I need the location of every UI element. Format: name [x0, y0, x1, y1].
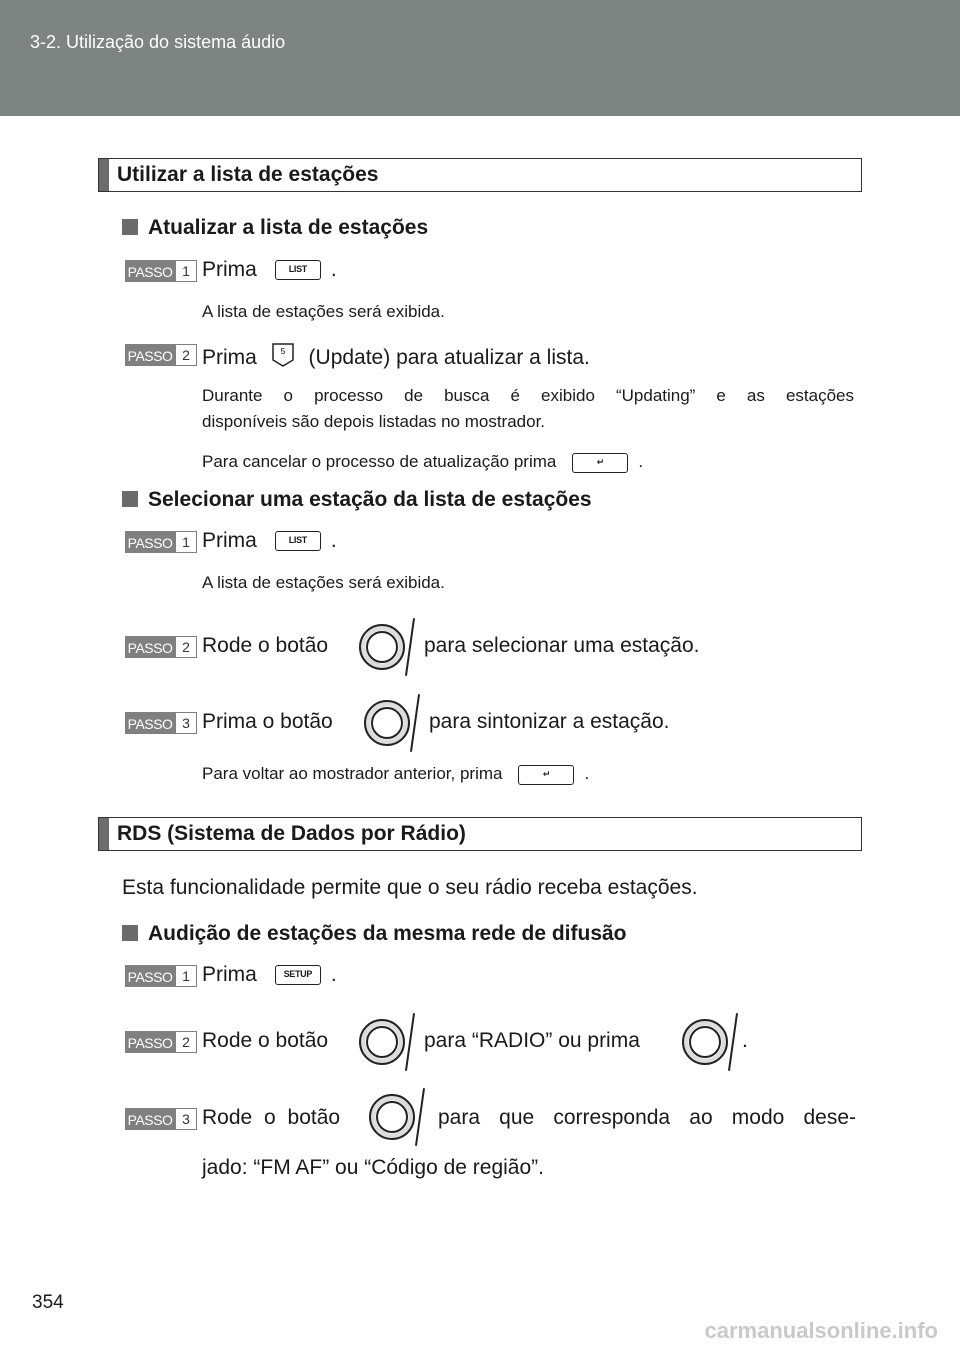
step-badge [125, 344, 197, 366]
step-instruction: Prima o botão [202, 710, 333, 733]
section-accent [99, 818, 109, 850]
subheading-select-station: Selecionar uma estação da lista de estações [122, 488, 592, 512]
section-title: Utilizar a lista de estações [117, 163, 379, 186]
header-band [0, 0, 960, 116]
step-badge-number: 1 [175, 965, 197, 987]
page-number: 354 [32, 1292, 64, 1313]
paragraph: Esta funcionalidade permite que o seu rádio receba estações. [122, 876, 698, 899]
preset-5-button-icon [269, 342, 297, 368]
step-instruction-continued: para sintonizar a estação. [429, 710, 670, 733]
section-heading-station-list [98, 158, 862, 192]
watermark: carmanualsonline.info [704, 1318, 938, 1343]
step-badge-number: 2 [175, 636, 197, 658]
chapter-title: 3-2. Utilização do sistema áudio [30, 32, 286, 52]
step-badge-number: 1 [175, 260, 197, 282]
step-instruction-continued: para “RADIO” ou prima [424, 1029, 640, 1052]
back-button-icon: ↵ [518, 765, 574, 785]
step-instruction-continued: para selecionar uma estação. [424, 634, 700, 657]
step-note: A lista de estações será exibida. [202, 302, 445, 321]
step-note: Para voltar ao mostrador anterior, prima ↵ . [202, 764, 590, 783]
step-note: A lista de estações será exibida. [202, 573, 445, 592]
step-badge-label: PASSO [125, 636, 175, 658]
step-badge [125, 636, 197, 658]
square-bullet-icon [122, 491, 138, 507]
step-instruction: Rode o botão [202, 1029, 329, 1052]
step-badge-number: 1 [175, 531, 197, 553]
list-button-icon: LIST [275, 531, 321, 551]
step-badge [125, 1108, 197, 1130]
step-badge-label: PASSO [125, 344, 175, 366]
step-badge-label: PASSO [125, 1108, 175, 1130]
step-instruction: Prima LIST . [202, 258, 337, 281]
step-badge-number: 3 [175, 1108, 197, 1130]
svg-text:5: 5 [280, 347, 285, 356]
step-instruction-continued: para que corresponda ao modo dese- [438, 1106, 856, 1129]
step-instruction: Rode o botão [202, 1106, 341, 1129]
section-accent [99, 159, 109, 191]
subheading-same-network: Audição de estações da mesma rede de difusão [122, 922, 627, 946]
step-badge [125, 531, 197, 553]
step-badge-number: 2 [175, 344, 197, 366]
step-badge [125, 1031, 197, 1053]
step-badge-label: PASSO [125, 531, 175, 553]
section-heading-rds [98, 817, 862, 851]
step-badge [125, 965, 197, 987]
back-button-icon: ↵ [572, 453, 628, 473]
step-badge-label: PASSO [125, 260, 175, 282]
square-bullet-icon [122, 925, 138, 941]
step-instruction: Prima 5 (Update) para atualizar a lista. [202, 342, 590, 370]
setup-button-icon: SETUP [275, 965, 321, 985]
step-instruction-end: . [742, 1029, 748, 1052]
square-bullet-icon [122, 219, 138, 235]
subheading-update-list: Atualizar a lista de estações [122, 216, 428, 240]
step-badge-label: PASSO [125, 1031, 175, 1053]
step-instruction: Prima SETUP . [202, 963, 337, 986]
section-title: RDS (Sistema de Dados por Rádio) [117, 822, 466, 845]
list-button-icon: LIST [275, 260, 321, 280]
step-instruction: Rode o botão [202, 634, 329, 657]
step-badge-number: 2 [175, 1031, 197, 1053]
step-instruction: Prima LIST . [202, 529, 337, 552]
step-badge [125, 260, 197, 282]
step-badge-label: PASSO [125, 965, 175, 987]
step-badge [125, 712, 197, 734]
step-badge-label: PASSO [125, 712, 175, 734]
step-note: Durante o processo de busca é exibido “Updating” e as estações [202, 386, 854, 405]
step-note: disponíveis são depois listadas no mostrador. [202, 412, 546, 431]
step-badge-number: 3 [175, 712, 197, 734]
step-instruction-continued: jado: “FM AF” ou “Código de região”. [202, 1156, 544, 1179]
step-note: Para cancelar o processo de atualização prima ↵ . [202, 452, 644, 471]
